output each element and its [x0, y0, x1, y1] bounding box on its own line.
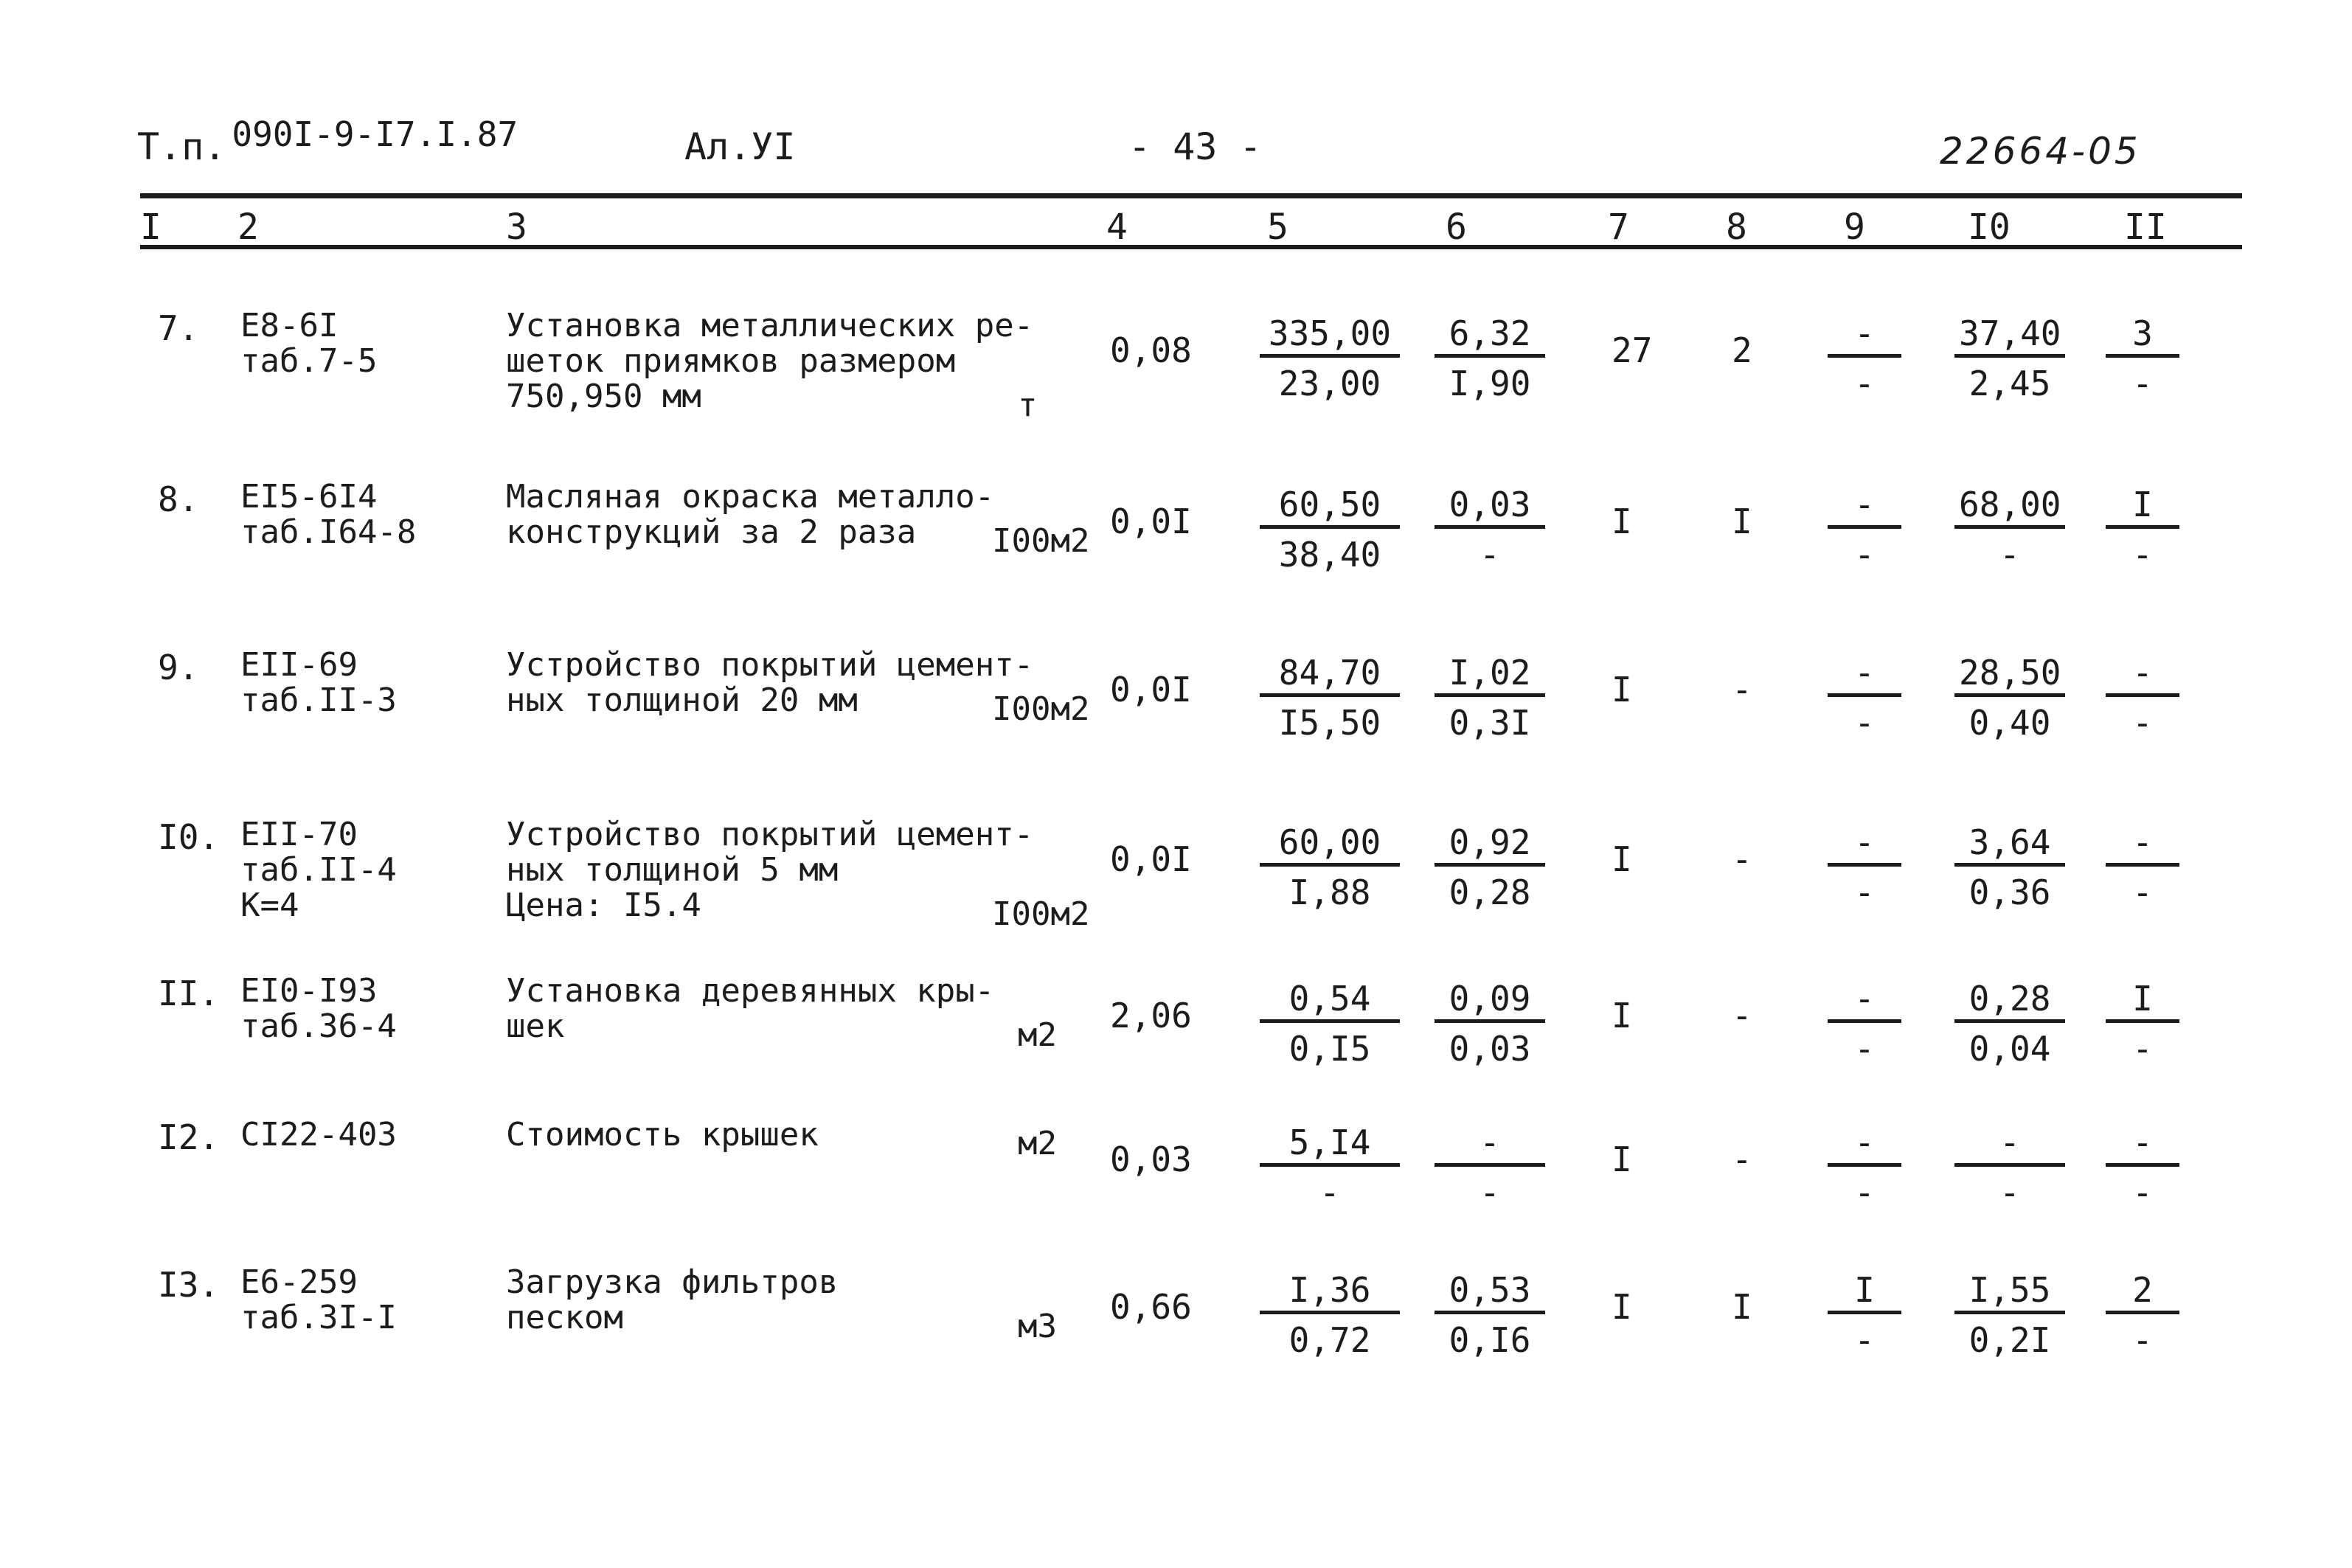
total-cost-denominator: 0,2I [1968, 1320, 2051, 1360]
measure-unit: м3 [1018, 1308, 1057, 1345]
col8-value: I [1732, 502, 1752, 541]
norm-code: EI0-I93 таб.36-4 [240, 972, 397, 1045]
quantity: 0,08 [1110, 330, 1192, 370]
col7-value: 27 [1612, 330, 1653, 370]
total-cost [1954, 1269, 2065, 1360]
col11-value-numerator: I [2106, 484, 2179, 529]
col11-value-numerator: I [2106, 978, 2179, 1023]
work-description: Установка деревянных кры- шек [506, 972, 995, 1045]
col9-value-denominator: - [1854, 1320, 1875, 1360]
price-component [1435, 822, 1545, 912]
measure-unit: т [1018, 386, 1038, 424]
unit-price-denominator: - [1319, 1173, 1340, 1213]
unit-price-denominator: I,88 [1288, 873, 1371, 912]
norm-code: E8-6I таб.7-5 [240, 307, 378, 380]
price-component [1435, 484, 1545, 575]
price-component-numerator: - [1435, 1122, 1545, 1167]
measure-unit: м2 [1018, 1125, 1057, 1162]
col11-value [2106, 652, 2179, 743]
row-number: 7. [158, 308, 199, 348]
col8-value: - [1732, 839, 1752, 879]
total-cost [1954, 822, 2065, 912]
unit-price-numerator: 60,50 [1260, 484, 1400, 529]
col9-value-numerator: - [1828, 822, 1901, 867]
col9-value-denominator: - [1854, 873, 1875, 912]
total-cost-numerator: I,55 [1954, 1269, 2065, 1314]
column-number: 6 [1446, 207, 1467, 248]
col9-value-numerator: - [1828, 652, 1901, 697]
col8-value: - [1732, 996, 1752, 1035]
col11-value-numerator: - [2106, 822, 2179, 867]
row-number: I2. [158, 1117, 220, 1157]
col11-value-numerator: - [2106, 1122, 2179, 1167]
unit-price-numerator: 5,I4 [1260, 1122, 1400, 1167]
col11-value [2106, 822, 2179, 912]
norm-code: E6-259 таб.3I-I [240, 1263, 397, 1336]
col11-value-denominator: - [2132, 364, 2153, 403]
col8-value: 2 [1732, 330, 1752, 370]
col9-value-numerator: - [1828, 1122, 1901, 1167]
col9-value [1828, 822, 1901, 912]
unit-price-denominator: 23,00 [1278, 364, 1381, 403]
price-component [1435, 652, 1545, 743]
total-cost-denominator: 0,36 [1968, 873, 2051, 912]
norm-code: EII-70 таб.II-4 К=4 [240, 816, 397, 924]
row-number: II. [158, 974, 220, 1013]
price-component-denominator: - [1479, 535, 1500, 575]
total-cost-numerator: 28,50 [1954, 652, 2065, 697]
unit-price [1260, 822, 1400, 912]
col9-value-denominator: - [1854, 535, 1875, 575]
total-cost-denominator: 0,40 [1968, 703, 2051, 743]
total-cost-denominator: - [1999, 535, 2020, 575]
col9-value [1828, 1122, 1901, 1213]
column-number: I0 [1968, 207, 2011, 248]
header-divider [140, 245, 2242, 249]
column-number: 5 [1267, 207, 1288, 248]
price-component-denominator: I,90 [1449, 364, 1531, 403]
work-description: Устройство покрытий цемент- ных толщиной 20 мм [506, 646, 1034, 719]
total-cost [1954, 1122, 2065, 1213]
header-project [137, 114, 518, 168]
col8-value: - [1732, 670, 1752, 710]
column-number: 9 [1844, 207, 1865, 248]
col9-value-denominator: - [1854, 1173, 1875, 1213]
quantity: 0,0I [1110, 502, 1192, 541]
unit-price-numerator: 84,70 [1260, 652, 1400, 697]
price-component-numerator: I,02 [1435, 652, 1545, 697]
quantity: 0,0I [1110, 839, 1192, 879]
header-prefix: Т.п. [137, 125, 226, 168]
column-number: 3 [506, 207, 527, 248]
work-description: Установка металлических ре- шеток приямков размером 750,950 мм [506, 307, 1034, 415]
price-component-numerator: 6,32 [1435, 313, 1545, 358]
price-component-numerator: 0,53 [1435, 1269, 1545, 1314]
price-component-denominator: 0,03 [1449, 1029, 1531, 1069]
col7-value: I [1612, 996, 1632, 1035]
column-number: II [2124, 207, 2167, 248]
col9-value-numerator: - [1828, 313, 1901, 358]
norm-code: CI22-403 [240, 1116, 397, 1154]
total-cost-denominator: 2,45 [1968, 364, 2051, 403]
unit-price-denominator: 38,40 [1278, 535, 1381, 575]
total-cost-numerator: 68,00 [1954, 484, 2065, 529]
unit-price-numerator: 335,00 [1260, 313, 1400, 358]
col9-value [1828, 484, 1901, 575]
work-description: Загрузка фильтров песком [506, 1263, 839, 1336]
col11-value [2106, 484, 2179, 575]
quantity: 0,03 [1110, 1139, 1192, 1179]
sheet-label: Ал.УI [684, 125, 796, 168]
price-component-denominator: - [1479, 1173, 1500, 1213]
col7-value: I [1612, 839, 1632, 879]
total-cost-denominator: 0,04 [1968, 1029, 2051, 1069]
col11-value-denominator: - [2132, 1173, 2153, 1213]
col7-value: I [1612, 670, 1632, 710]
col7-value: I [1612, 502, 1632, 541]
unit-price-denominator: I5,50 [1278, 703, 1381, 743]
price-component [1435, 313, 1545, 403]
quantity: 0,0I [1110, 670, 1192, 710]
unit-price [1260, 652, 1400, 743]
column-number: 2 [237, 207, 259, 248]
row-number: 9. [158, 648, 199, 687]
total-cost-denominator: - [1999, 1173, 2020, 1213]
work-description: Стоимость крышек [506, 1116, 819, 1154]
price-component [1435, 1269, 1545, 1360]
col9-value-numerator: - [1828, 978, 1901, 1023]
price-component [1435, 978, 1545, 1069]
unit-price [1260, 484, 1400, 575]
project-code: 090I-9-I7.I.87 [232, 114, 518, 154]
col11-value-denominator: - [2132, 1320, 2153, 1360]
work-description: Масляная окраска металло- конструкций за 2 раза [506, 478, 995, 551]
price-component-numerator: 0,03 [1435, 484, 1545, 529]
col9-value-denominator: - [1854, 703, 1875, 743]
work-description: Устройство покрытий цемент- ных толщиной 5 мм Цена: I5.4 [506, 816, 1034, 924]
col11-value-numerator: 2 [2106, 1269, 2179, 1314]
price-component-denominator: 0,3I [1449, 703, 1531, 743]
total-cost-numerator: 0,28 [1954, 978, 2065, 1023]
document-number: 22664-05 [1940, 130, 2141, 173]
unit-price [1260, 1122, 1400, 1213]
unit-price [1260, 313, 1400, 403]
col7-value: I [1612, 1139, 1632, 1179]
col9-value-numerator: I [1828, 1269, 1901, 1314]
col8-value: I [1732, 1287, 1752, 1327]
column-number: I [140, 207, 162, 248]
col11-value-numerator: 3 [2106, 313, 2179, 358]
col11-value-numerator: - [2106, 652, 2179, 697]
unit-price-numerator: 60,00 [1260, 822, 1400, 867]
column-number: 7 [1608, 207, 1629, 248]
price-component-denominator: 0,I6 [1449, 1320, 1531, 1360]
col9-value-denominator: - [1854, 364, 1875, 403]
top-rule [140, 193, 2242, 198]
col8-value: - [1732, 1139, 1752, 1179]
column-number: 4 [1106, 207, 1128, 248]
page-number: - 43 - [1128, 125, 1262, 168]
col11-value [2106, 1122, 2179, 1213]
col11-value-denominator: - [2132, 703, 2153, 743]
col9-value [1828, 1269, 1901, 1360]
unit-price-denominator: 0,I5 [1288, 1029, 1371, 1069]
column-number: 8 [1726, 207, 1747, 248]
total-cost-numerator: 37,40 [1954, 313, 2065, 358]
measure-unit: м2 [1018, 1016, 1057, 1054]
measure-unit: I00м2 [992, 895, 1090, 933]
total-cost [1954, 978, 2065, 1069]
col7-value: I [1612, 1287, 1632, 1327]
col9-value-numerator: - [1828, 484, 1901, 529]
total-cost [1954, 484, 2065, 575]
col11-value-denominator: - [2132, 535, 2153, 575]
col11-value-denominator: - [2132, 1029, 2153, 1069]
col9-value-denominator: - [1854, 1029, 1875, 1069]
quantity: 2,06 [1110, 996, 1192, 1035]
col11-value [2106, 978, 2179, 1069]
col11-value [2106, 1269, 2179, 1360]
unit-price-numerator: 0,54 [1260, 978, 1400, 1023]
row-number: I3. [158, 1265, 220, 1305]
col11-value [2106, 313, 2179, 403]
norm-code: EII-69 таб.II-3 [240, 646, 397, 719]
measure-unit: I00м2 [992, 522, 1090, 560]
quantity: 0,66 [1110, 1287, 1192, 1327]
total-cost-numerator: 3,64 [1954, 822, 2065, 867]
total-cost [1954, 652, 2065, 743]
col9-value [1828, 313, 1901, 403]
price-component [1435, 1122, 1545, 1213]
col11-value-denominator: - [2132, 873, 2153, 912]
measure-unit: I00м2 [992, 690, 1090, 728]
row-number: 8. [158, 479, 199, 519]
col9-value [1828, 978, 1901, 1069]
norm-code: EI5-6I4 таб.I64-8 [240, 478, 417, 551]
unit-price-denominator: 0,72 [1288, 1320, 1371, 1360]
price-component-denominator: 0,28 [1449, 873, 1531, 912]
row-number: I0. [158, 817, 220, 857]
price-component-numerator: 0,09 [1435, 978, 1545, 1023]
total-cost-numerator: - [1954, 1122, 2065, 1167]
col9-value [1828, 652, 1901, 743]
unit-price-numerator: I,36 [1260, 1269, 1400, 1314]
total-cost [1954, 313, 2065, 403]
unit-price [1260, 978, 1400, 1069]
unit-price [1260, 1269, 1400, 1360]
price-component-numerator: 0,92 [1435, 822, 1545, 867]
